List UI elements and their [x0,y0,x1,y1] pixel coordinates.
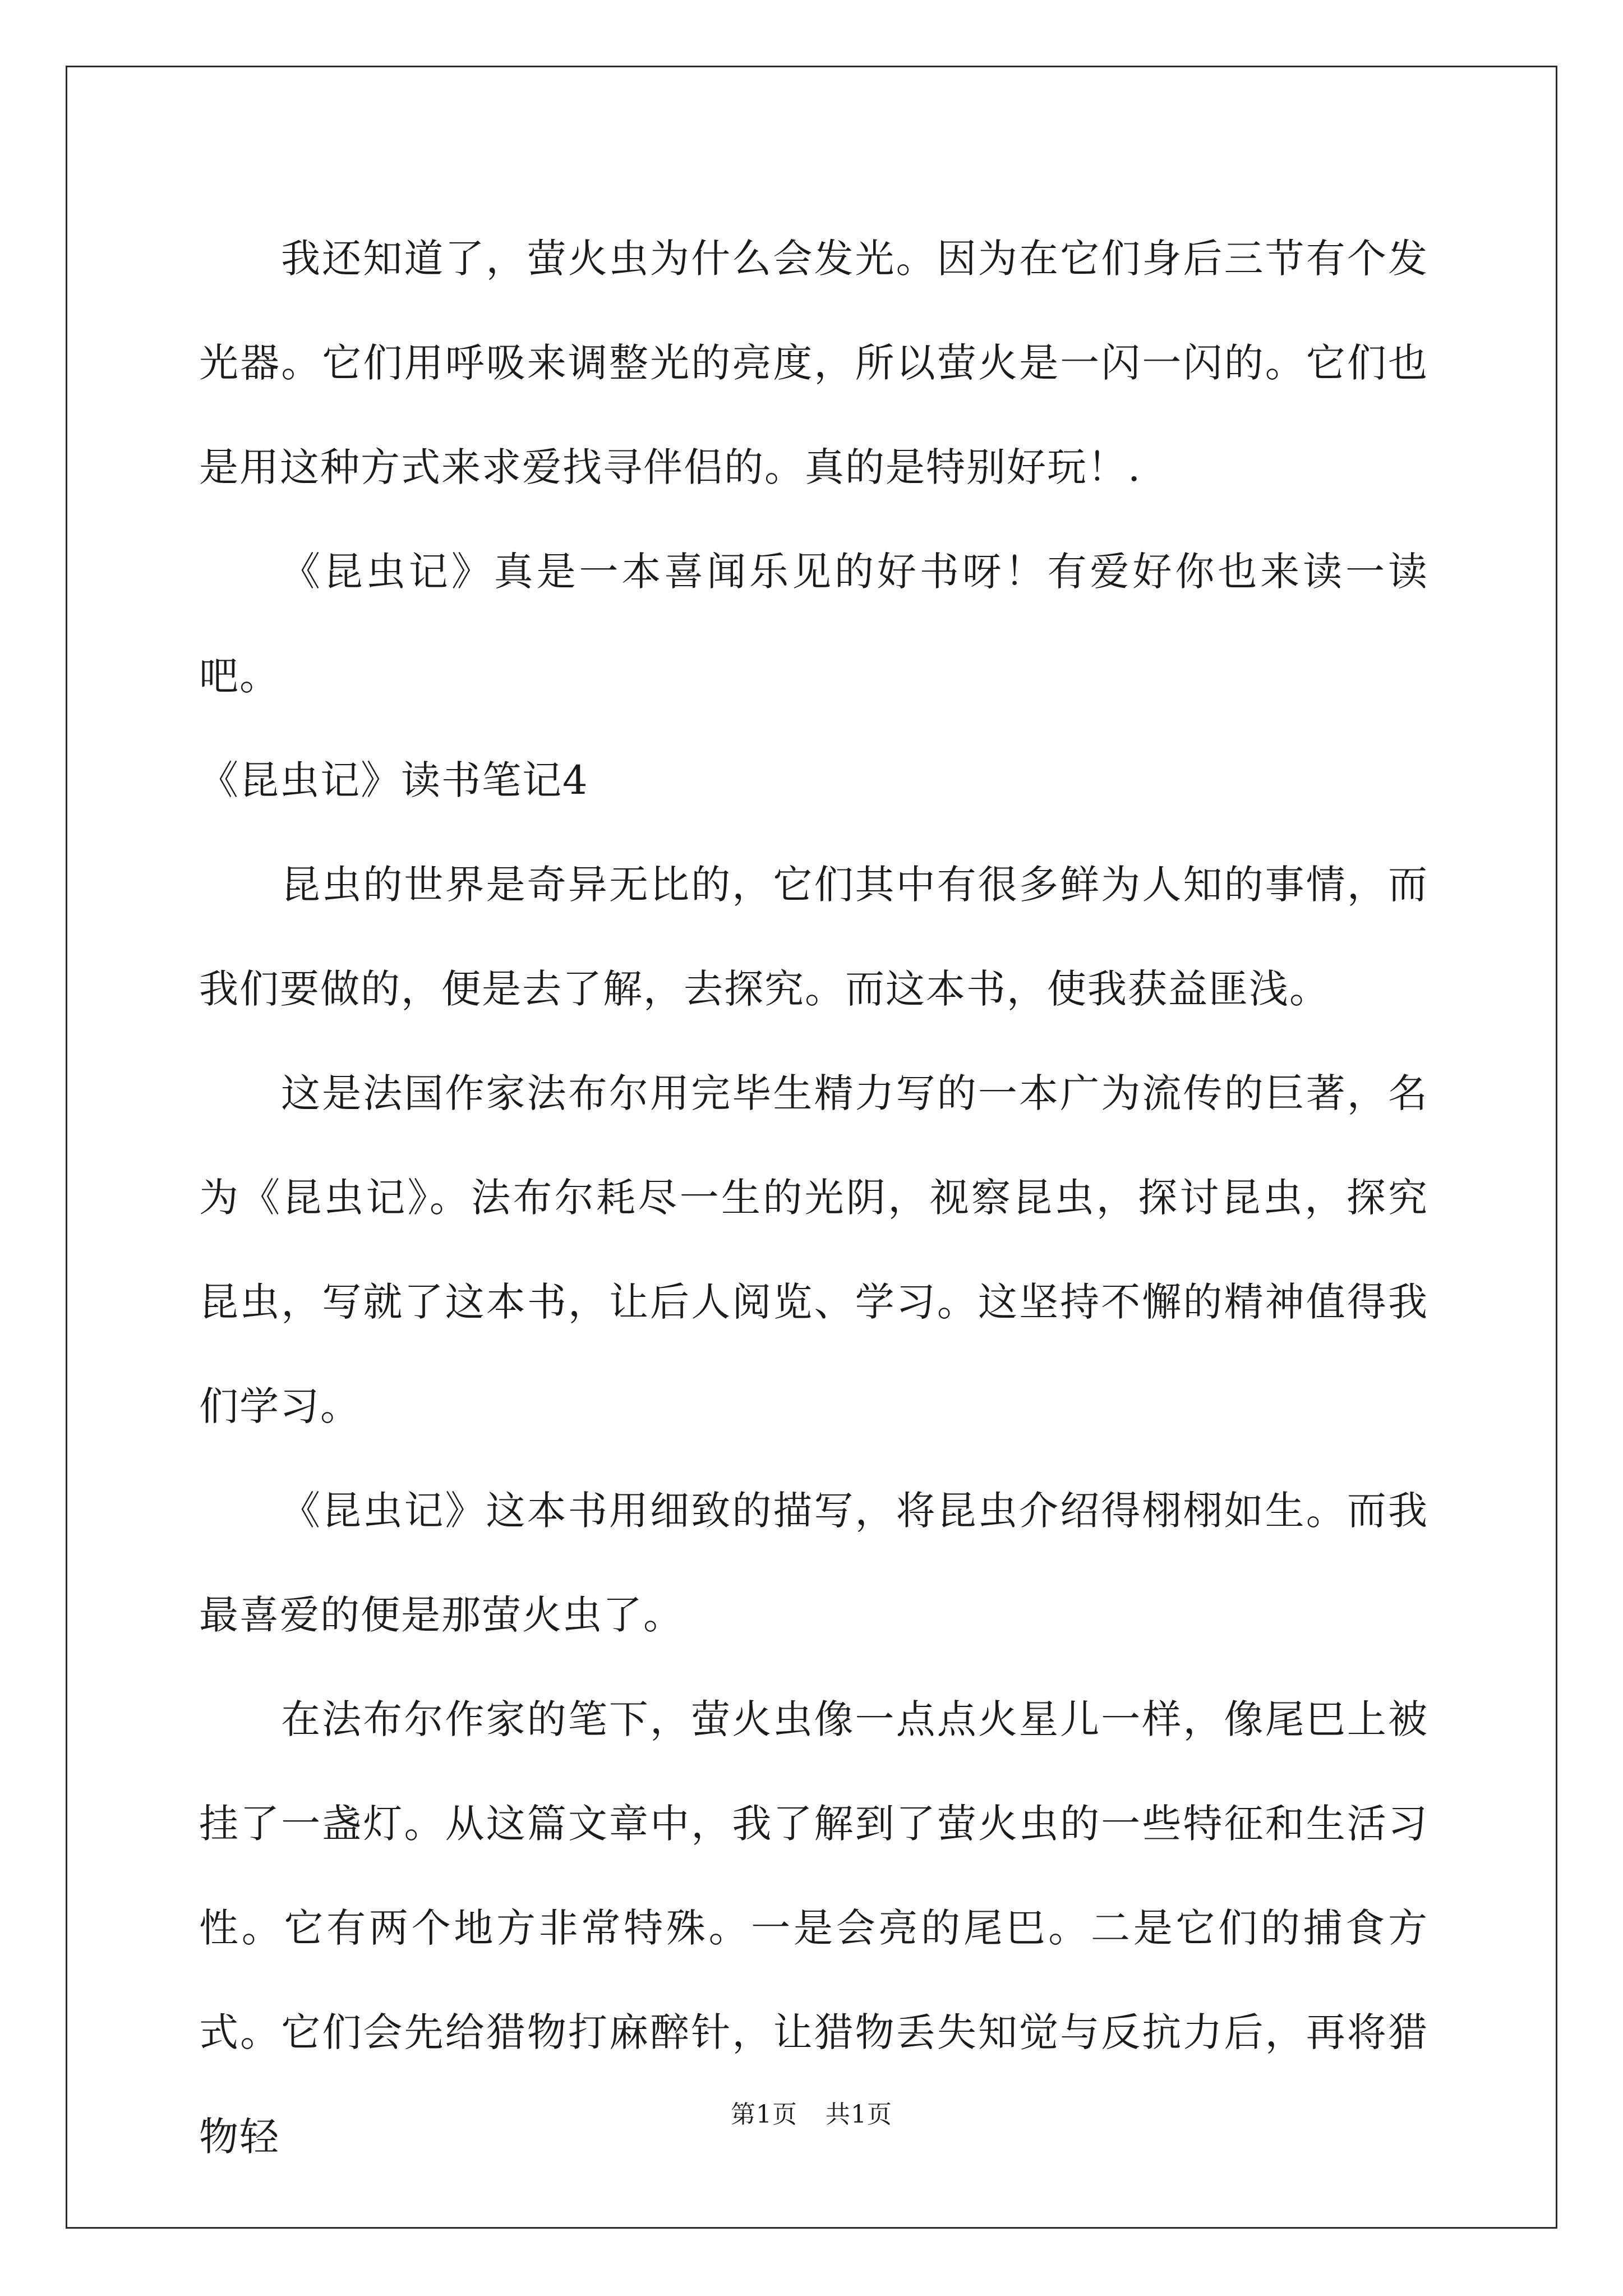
paragraph-recommendation: 《昆虫记》真是一本喜闻乐见的好书呀！有爱好你也来读一读吧。 [199,549,1428,699]
page-number: 第1页 [731,2100,797,2129]
paragraph-fabre-book: 这是法国作家法布尔用完毕生精力写的一本广为流传的巨著，名为《昆虫记》。法布尔耗尽一生的光阴，视察昆虫，探讨昆虫，探究昆虫，写就了这本书，让后人阅览、学习。这坚持不懈的精神值得我们学习。 [199,1070,1428,1429]
document-body [199,206,1428,2189]
paragraph-firefly-traits: 在法布尔作家的笔下，萤火虫像一点点火星儿一样，像尾巴上被挂了一盏灯。从这篇文章中，我了解到了萤火虫的一些特征和生活习性。它有两个地方非常特殊。一是会亮的尾巴。二是它们的捕食方式。它们会先给猎物打麻醉针，让猎物丢失知觉与反抗力后，再将猎物轻 [199,1696,1428,2160]
paragraph-firefly-glow: 我还知道了，萤火虫为什么会发光。因为在它们身后三节有个发光器。它们用呼吸来调整光的亮度，所以萤火是一闪一闪的。它们也是用这种方式来求爱找寻伴侣的。真的是特别好玩！. [199,236,1428,490]
page-total: 共1页 [826,2100,892,2129]
paragraph-favorite-firefly: 《昆虫记》这本书用细致的描写，将昆虫介绍得栩栩如生。而我最喜爱的便是那萤火虫了。 [199,1488,1428,1638]
section-heading: 《昆虫记》读书笔记4 [199,757,589,803]
paragraph-insect-world: 昆虫的世界是奇异无比的，它们其中有很多鲜为人知的事情，而我们要做的，便是去了解，去探究。而这本书，使我获益匪浅。 [199,862,1428,1012]
page-footer [0,2098,1623,2132]
